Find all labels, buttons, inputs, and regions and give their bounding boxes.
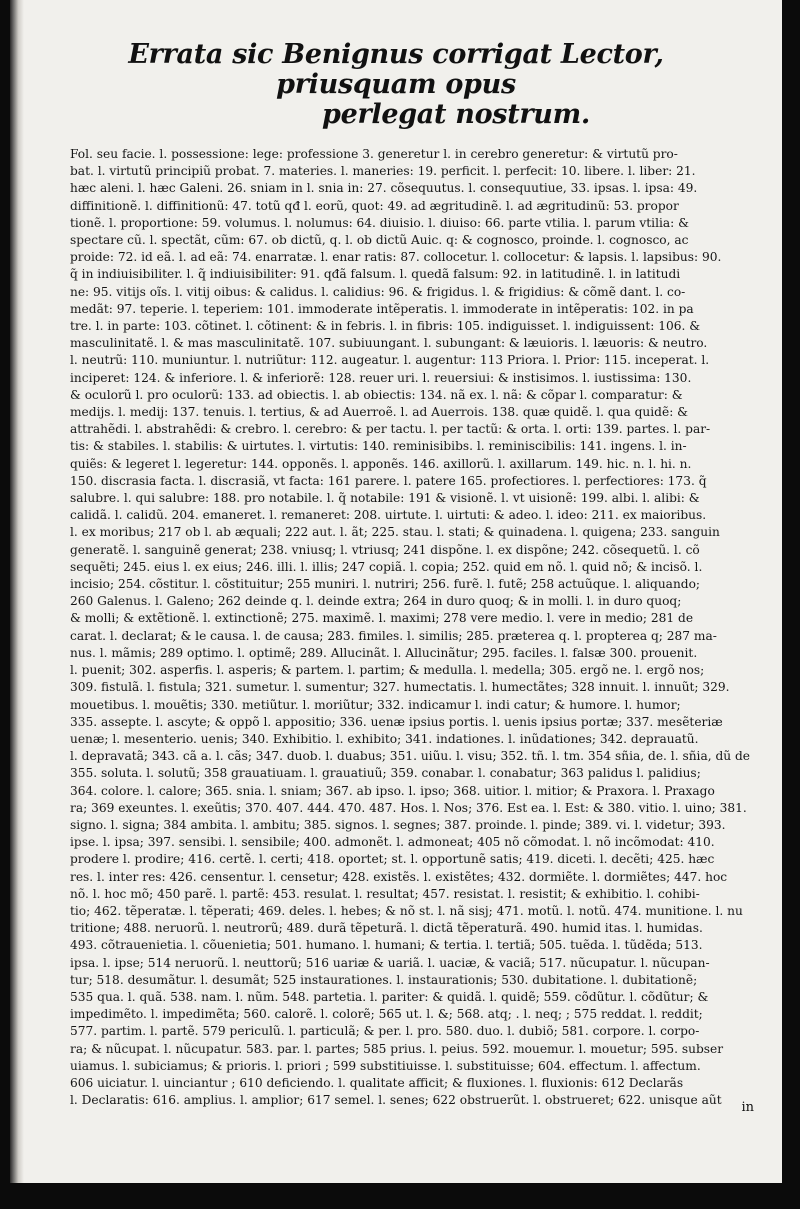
errata-line: mouetibus. l. mouẽtis; 330. metiũtur. l. moriũtur; 332. indicamur l. indi catur; & humore. l. humor; [70, 697, 681, 712]
errata-line: nus. l. mãmis; 289 optimo. l. optimẽ; 289. Allucinãt. l. Allucinãtur; 295. faciles. l. falsæ 300. prouenit. [70, 645, 698, 660]
errata-line: tre. l. in parte: 103. cõtinet. l. cõtinent: & in febris. l. in fibris: 105. indiguisset. l. indiguissent: 106. & [70, 319, 701, 334]
errata-line: attrahẽdi. l. abstrahẽdi: & crebro. l. cerebro: & per tactu. l. per tactũ: & orta. l. orti: 139. partes. l. par- [70, 422, 711, 437]
errata-line: 355. soluta. l. solutũ; 358 grauatiuam. l. grauatiuũ; 359. conabar. l. conabatur; 363 palidus l. palidius; [70, 766, 701, 781]
errata-line: ne: 95. vitijs oĩs. l. vitij oibus: & calidus. l. calidius: 96. & frigidus. l. & frigidius: & cõmẽ dant. l. co- [70, 284, 686, 299]
errata-line: l. ex moribus; 217 ob l. ab æquali; 222 aut. l. ãt; 225. stau. l. stati; & quinadena. l. quigena; 233. sanguin [70, 525, 720, 540]
title-line-2: perlegat nostrum. [322, 99, 590, 130]
errata-line: ipse. l. ipsa; 397. sensibi. l. sensibile; 400. admonẽt. l. admoneat; 405 nõ cõmodat. l. nõ incõmodat: 410. [70, 835, 715, 850]
errata-line: salubre. l. qui salubre: 188. pro notabile. l. q̃ notabile: 191 & visionẽ. l. vt uisionẽ: 199. albi. l. alibi: & [70, 491, 700, 506]
errata-line: l. Declaratis: 616. amplius. l. amplior; 617 semel. l. senes; 622 obstruerũt. l. obstrueret; 622. unisque aũt [70, 1093, 722, 1108]
errata-line: masculinitatẽ. l. & mas masculinitatẽ. 107. subiuungant. l. subungant: & læuioris. l. læuoris: & neutro. [70, 336, 708, 351]
errata-line: 606 uiciatur. l. uinciantur ; 610 deficiendo. l. qualitate afficit; & fluxiones. l. fluxionis: 612 Declarãs [70, 1075, 684, 1090]
errata-line: Fol. seu facie. l. possessione: lege: professione 3. generetur l. in cerebro generetur: & virtutũ pro- [70, 147, 678, 161]
errata-line: carat. l. declarat; & le causa. l. de causa; 283. fimiles. l. similis; 285. præterea q. l. propterea q; 287 ma- [70, 628, 717, 643]
errata-line: uenæ; l. mesenterio. uenis; 340. Exhibitio. l. exhibito; 341. indationes. l. inũdationes; 342. deprauatũ. [70, 731, 699, 746]
errata-line: diffinitionẽ. l. diffinitionũ: 47. totũ qđ l. eorũ, quot: 49. ad ægritudinẽ. l. ad ægritudinũ: 53. propor [70, 198, 679, 213]
errata-line: 535 qua. l. quã. 538. nam. l. nũm. 548. partetia. l. pariter: & quidã. l. quidẽ; 559. cõdũtur. l. cõdũtur; & [70, 989, 709, 1004]
errata-line: generatẽ. l. sanguinẽ generat; 238. vniusq; l. vtriusq; 241 dispõne. l. ex dispõne; 242. cõsequetũ. l. cõ [70, 542, 700, 557]
errata-line: ra; & nũcupat. l. nũcupatur. 583. par. l. partes; 585 prius. l. peius. 592. mouemur. l. mouetur; 595. subser [70, 1041, 724, 1056]
errata-line: 260 Galenus. l. Galeno; 262 deinde q. l. deinde extra; 264 in duro quoq; & in molli. l. in duro quoq; [70, 594, 682, 609]
errata-line: nõ. l. hoc mõ; 450 parẽ. l. partẽ: 453. resulat. l. resultat; 457. resistat. l. resistit; & exhibitio. l. cohibi- [70, 886, 700, 901]
errata-line: hæc aleni. l. hæc Galeni. 26. sniam in l. snia in: 27. cõsequutus. l. consequutiue, 33. ipsas. l. ipsa: 49. [70, 181, 698, 196]
errata-line: tritione; 488. neruorũ. l. neutrorũ; 489. durã tẽpeturã. l. dictã tẽperaturã. 490. humid itas. l. humidas. [70, 921, 703, 936]
errata-line: 364. colore. l. calore; 365. snia. l. sniam; 367. ab ipso. l. ipso; 368. uitior. l. mitior; & Praxora. l. Praxago [70, 783, 715, 798]
errata-line: res. l. inter res: 426. censentur. l. censetur; 428. existẽs. l. existẽtes; 432. dormiẽte. l. dormiẽtes; 447. hoc [70, 869, 728, 884]
errata-line: tionẽ. l. proportione: 59. volumus. l. nolumus: 64. diuisio. l. diuiso: 66. parte vtilia. l. parum vtilia: & [70, 215, 689, 230]
errata-line: tis: & stabiles. l. stabilis: & uirtutes. l. virtutis: 140. reminisibibs. l. reminiscibilis: 141. ingens. l. in- [70, 439, 687, 454]
errata-line: quiẽs: & legeret l. legeretur: 144. opponẽs. l. apponẽs. 146. axillorũ. l. axillarum. 149. hic. n. l. hi. n. [70, 456, 692, 471]
errata-line: tio; 462. tẽperatæ. l. tẽperati; 469. deles. l. hebes; & nõ st. l. nã sisj; 471. motũ. l. notũ. 474. munitione. l. nu [70, 903, 743, 918]
errata-line: 335. assepte. l. ascyte; & oppõ l. appositio; 336. uenæ ipsius portis. l. uenis ipsius portæ; 337. mesẽteriæ [70, 714, 723, 729]
errata-list [70, 146, 768, 1109]
errata-line: calidã. l. calidũ. 204. emaneret. l. remaneret: 208. uirtute. l. uirtuti: & adeo. l. ideo: 211. ex maioribus. [70, 508, 707, 523]
errata-line: proide: 72. id eã. l. ad eã: 74. enarratæ. l. enar ratis: 87. collocetur. l. collocetur: & lapsis. l. lapsibus: 90. [70, 250, 722, 265]
errata-line: & oculorũ l. pro oculorũ: 133. ad obiectis. l. ab obiectis: 134. nã ex. l. nã: & cõpar l. comparatur: & [70, 387, 683, 402]
errata-line: 309. fistulã. l. fistula; 321. sumetur. l. sumentur; 327. humectatis. l. humectãtes; 328 innuit. l. innuũt; 329. [70, 680, 730, 695]
errata-line: inciperet: 124. & inferiore. l. & inferiorẽ: 128. reuer uri. l. reuersiui: & instisimos. l. iustissima: 130. [70, 370, 692, 385]
errata-line: & molli; & extẽtionẽ. l. extinctionẽ; 275. maximẽ. l. maximi; 278 vere medio. l. vere in medio; 281 de [70, 611, 694, 626]
errata-line: medijs. l. medij: 137. tenuis. l. tertius, & ad Auerroẽ. l. ad Auerrois. 138. quæ quidẽ. l. qua quidẽ: & [70, 405, 689, 420]
catchword: in [741, 1100, 754, 1115]
page-title [60, 40, 732, 130]
errata-line: prodere l. prodire; 416. certẽ. l. certi; 418. oportet; st. l. opportunẽ satis; 419. diceti. l. decẽti; 425. hæc [70, 852, 715, 867]
title-line-1: Errata sic Benignus corrigat Lector, priusquam opus [128, 39, 664, 100]
errata-line: l. depravatã; 343. cã a. l. cãs; 347. duob. l. duabus; 351. uiũu. l. visu; 352. tñ. l. tm. 354 sñia, de. l. sñia, dũ de [70, 749, 750, 764]
errata-line: incisio; 254. cõstitur. l. cõstituitur; 255 muniri. l. nutriri; 256. furẽ. l. futẽ; 258 actuũque. l. aliquando; [70, 577, 701, 592]
errata-line: 150. discrasia facta. l. discrasiã, vt facta: 161 parere. l. patere 165. profectiores. l. perfectiores: 173. q̃ [70, 473, 707, 488]
errata-line: impedimẽto. l. impedimẽta; 560. calorẽ. l. colorẽ; 565 ut. l. &; 568. atq; . l. neq; ; 575 reddat. l. reddit; [70, 1007, 703, 1022]
errata-line: signo. l. signa; 384 ambita. l. ambitu; 385. signos. l. segnes; 387. proinde. l. pinde; 389. vi. l. videtur; 393. [70, 817, 726, 832]
errata-line: tur; 518. desumãtur. l. desumãt; 525 instaurationes. l. instaurationis; 530. dubitatione. l. dubitationẽ; [70, 972, 698, 987]
errata-line: medãt: 97. teperie. l. teperiem: 101. immoderate intẽperatis. l. immoderate in intẽperatis: 102. in pa [70, 301, 694, 316]
errata-line: uiamus. l. subiciamus; & prioris. l. priori ; 599 substitiuisse. l. substituisse; 604. effectum. l. affectum. [70, 1058, 701, 1073]
errata-line: 577. partim. l. partẽ. 579 periculũ. l. particulã; & per. l. pro. 580. duo. l. dubiõ; 581. corpore. l. corpo- [70, 1024, 700, 1039]
errata-line: ipsa. l. ipse; 514 neruorũ. l. neuttorũ; 516 uariæ & uariã. l. uaciæ, & vaciã; 517. nũcupatur. l. nũcupan- [70, 955, 710, 970]
page-gutter-shadow [10, 0, 24, 1183]
errata-page [10, 0, 782, 1183]
errata-line: l. puenit; 302. asperfis. l. asperis; & partem. l. partim; & medulla. l. medella; 305. ergõ ne. l. ergõ nos; [70, 663, 705, 678]
errata-line: 493. cõtrauenietia. l. cõuenietia; 501. humano. l. humani; & tertia. l. tertiã; 505. tuẽda. l. tũdẽda; 513. [70, 938, 703, 953]
errata-line: q̃ in indiuisibiliter. l. q̃ indiuisibiliter: 91. qđã falsum. l. quedã falsum: 92. in latitudinẽ. l. in latitudi [70, 267, 681, 282]
errata-line: ra; 369 exeuntes. l. exeũtis; 370. 407. 444. 470. 487. Hos. l. Nos; 376. Est ea. l. Est: & 380. vitio. l. uino; 381. [70, 800, 747, 815]
errata-line: l. neutrũ: 110. muniuntur. l. nutriũtur: 112. augeatur. l. augentur: 113 Priora. l. Prior: 115. inceperat. l. [70, 353, 710, 368]
errata-line: bat. l. virtutũ principiũ probat. 7. materies. l. maneries: 19. perficit. l. perfecit: 10. libere. l. liber: 21. [70, 164, 696, 179]
errata-line: sequẽti; 245. eius l. ex eius; 246. illi. l. illis; 247 copiã. l. copia; 252. quid em nõ. l. quid nõ; & incisõ. l. [70, 559, 703, 574]
errata-line: spectare cũ. l. spectãt, cũm: 67. ob dictũ, q. l. ob dictũ Auic. q: & cognosco, proinde. l. cognosco, ac [70, 233, 689, 248]
